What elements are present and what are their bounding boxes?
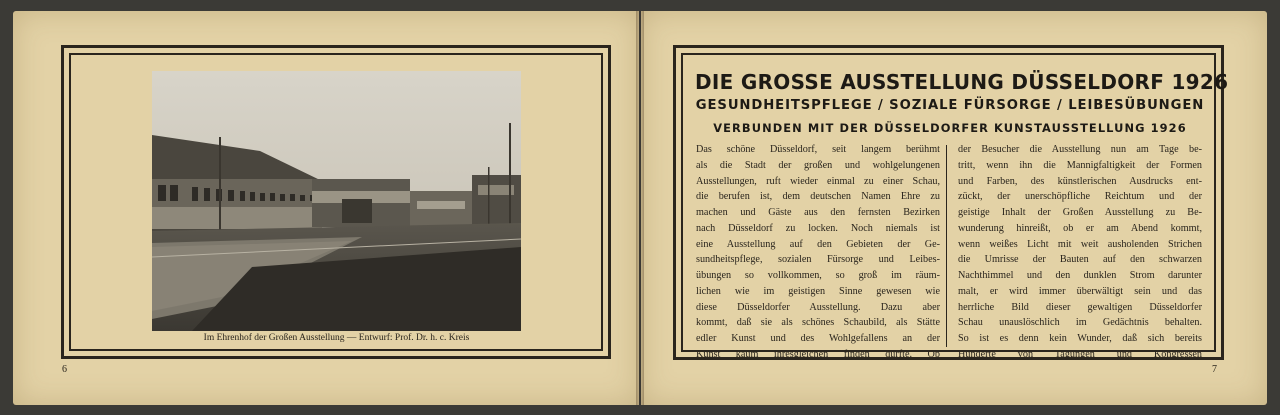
text-line: die berufen ist, dem deutschen Namen Ehre zu xyxy=(696,191,940,203)
text-line: und Farben, des künstlerischen Ausdrucks ent- xyxy=(958,175,1202,187)
text-line: eine Ausstellung auf den Gebieten der Ge- xyxy=(696,238,940,250)
text-line: sundheitspflege, sozialen Fürsorge und Leibes- xyxy=(696,254,940,266)
text-column-right xyxy=(958,142,1202,363)
text-line: Kunst kaum ihresgleichen finden dürfte. Ob xyxy=(696,348,940,360)
article-subtitle-secondary: VERBUNDEN MIT DER DÜSSELDORFER KUNSTAUSSTELLUNG 1926 xyxy=(713,121,1187,135)
text-line: machen und Gäste aus den fernsten Bezirken xyxy=(696,207,940,218)
article-title: DIE GROSSE AUSSTELLUNG DÜSSELDORF 1926 xyxy=(695,70,1229,94)
text-line: wenn weißes Licht mit weit ausholenden Strichen xyxy=(958,238,1202,250)
text-line: edler Kunst und des Wohlgefallens an der xyxy=(696,333,940,344)
article-subtitle: GESUNDHEITSPFLEGE / SOZIALE FÜRSORGE / LEIBESÜBUNGEN xyxy=(695,98,1205,113)
text-line: lichen wie im geistigen Sinne gewesen wie xyxy=(696,285,940,297)
text-line: tritt, wenn ihn die Mannigfaltigkeit der Formen xyxy=(958,159,1202,171)
text-line: Hunderte von Tagungen und Kongressen xyxy=(958,348,1202,360)
page-number-left: 6 xyxy=(62,364,67,375)
text-line: geistige Inhalt der Großen Ausstellung zu Be- xyxy=(958,207,1202,218)
text-line: übungen so vollkommen, so groß im räum- xyxy=(696,270,940,281)
text-line: Das schöne Düsseldorf, seit langem berühmt xyxy=(696,144,940,155)
text-column-left xyxy=(696,142,940,363)
column-divider xyxy=(946,145,947,347)
text-line: Schau unauslöschlich im Gedächtnis behalten. xyxy=(958,317,1202,329)
text-line: herrliche Bild dieser gewaltigen Düsseldorfer xyxy=(958,301,1202,313)
page-number-right: 7 xyxy=(1212,364,1217,375)
text-line: malt, er wird immer überwältigt sein und das xyxy=(958,285,1202,297)
text-line: als die Stadt der großen und wohlgelungenen xyxy=(696,159,940,171)
text-line: die Umrisse der Bauten auf den schwarzen xyxy=(958,254,1202,266)
text-line: diese Düsseldorfer Ausstellung. Dazu aber xyxy=(696,301,940,313)
text-line: So ist es denn kein Wunder, daß sich bereits xyxy=(958,333,1202,344)
photo-caption: Im Ehrenhof der Großen Ausstellung — Entwurf: Prof. Dr. h. c. Kreis xyxy=(203,333,470,343)
text-line: der Besucher die Ausstellung nun am Tage be- xyxy=(958,144,1202,155)
book-gutter xyxy=(636,11,644,405)
text-line: kommt, daß sie als schönes Schaubild, als Stätte xyxy=(696,317,940,329)
text-line: wunderung hinreißt, ob er am Abend kommt, xyxy=(958,222,1202,234)
exhibition-courtyard-photo xyxy=(152,71,521,331)
text-line: nach Düsseldorf zu locken. Noch niemals ist xyxy=(696,222,940,234)
text-line: Nachthimmel und den dunklen Strom darunter xyxy=(958,270,1202,281)
text-line: Ausstellungen, ruft wieder einmal zu einer Schau, xyxy=(696,175,940,187)
text-line: zückt, der unerschöpfliche Reichtum und der xyxy=(958,191,1202,203)
